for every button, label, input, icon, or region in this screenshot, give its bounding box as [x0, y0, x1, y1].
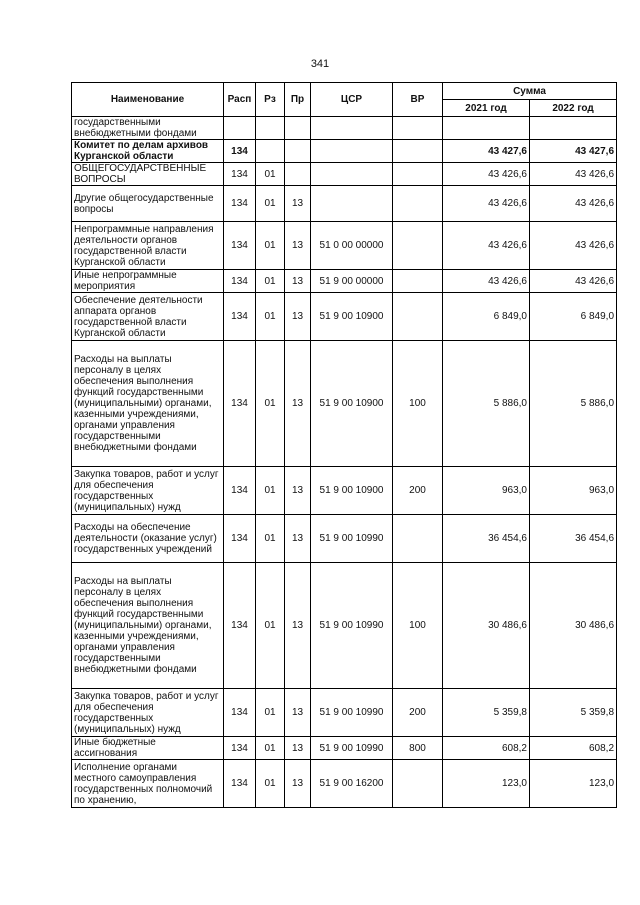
header-pr: Пр: [285, 83, 311, 117]
row-csr: [311, 186, 393, 222]
row-pr: 13: [285, 467, 311, 515]
row-rasp: 134: [224, 293, 256, 341]
row-sum-2021: 123,0: [443, 760, 530, 808]
row-name: Расходы на выплаты персоналу в целях обеспечения выполнения функций государственными (муниципальными) органами, казенными учреждениями, органами управления государственными внебюджетными фондами: [72, 341, 224, 467]
row-rz: 01: [256, 689, 285, 737]
row-sum-2021: 5 886,0: [443, 341, 530, 467]
row-name: Непрограммные направления деятельности органов государственной власти Курганской области: [72, 222, 224, 270]
row-csr: 51 9 00 10990: [311, 737, 393, 760]
row-vr: 100: [393, 341, 443, 467]
row-sum-2022: 43 426,6: [530, 186, 617, 222]
table-header: [72, 83, 617, 117]
row-sum-2021: 5 359,8: [443, 689, 530, 737]
row-sum-2022: 6 849,0: [530, 293, 617, 341]
row-vr: [393, 117, 443, 140]
table-row: [72, 186, 617, 222]
row-pr: [285, 140, 311, 163]
row-vr: 100: [393, 563, 443, 689]
row-rasp: 134: [224, 515, 256, 563]
row-rz: 01: [256, 186, 285, 222]
row-name: Закупка товаров, работ и услуг для обеспечения государственных (муниципальных) нужд: [72, 689, 224, 737]
row-csr: 51 9 00 10900: [311, 293, 393, 341]
row-rasp: 134: [224, 563, 256, 689]
row-sum-2022: 43 426,6: [530, 270, 617, 293]
page-number: 341: [310, 58, 330, 70]
row-pr: 13: [285, 293, 311, 341]
row-rasp: 134: [224, 737, 256, 760]
budget-table: [71, 82, 617, 808]
row-vr: 200: [393, 467, 443, 515]
row-name: Обеспечение деятельности аппарата органов государственной власти Курганской области: [72, 293, 224, 341]
row-csr: [311, 140, 393, 163]
row-csr: 51 9 00 00000: [311, 270, 393, 293]
row-rz: [256, 117, 285, 140]
row-sum-2022: 5 359,8: [530, 689, 617, 737]
row-pr: 13: [285, 760, 311, 808]
row-csr: 51 0 00 00000: [311, 222, 393, 270]
row-csr: [311, 163, 393, 186]
row-pr: 13: [285, 689, 311, 737]
row-sum-2021: 36 454,6: [443, 515, 530, 563]
row-csr: 51 9 00 16200: [311, 760, 393, 808]
row-rasp: 134: [224, 689, 256, 737]
header-sum: Сумма: [443, 83, 617, 100]
row-rasp: 134: [224, 341, 256, 467]
row-name: Другие общегосударственные вопросы: [72, 186, 224, 222]
row-sum-2021: 43 426,6: [443, 163, 530, 186]
row-vr: [393, 270, 443, 293]
row-pr: [285, 163, 311, 186]
row-rasp: 134: [224, 163, 256, 186]
row-pr: [285, 117, 311, 140]
row-rasp: [224, 117, 256, 140]
row-vr: 200: [393, 689, 443, 737]
table-row: [72, 515, 617, 563]
table-row: [72, 467, 617, 515]
row-sum-2022: [530, 117, 617, 140]
table-row: [72, 737, 617, 760]
table-row: [72, 270, 617, 293]
row-vr: [393, 140, 443, 163]
row-rz: 01: [256, 760, 285, 808]
row-name: Расходы на обеспечение деятельности (оказание услуг) государственных учреждений: [72, 515, 224, 563]
row-rasp: 134: [224, 760, 256, 808]
row-rz: 01: [256, 467, 285, 515]
row-pr: 13: [285, 186, 311, 222]
row-name: Исполнение органами местного самоуправления государственных полномочий по хранению,: [72, 760, 224, 808]
header-rasp: Расп: [224, 83, 256, 117]
row-rz: 01: [256, 515, 285, 563]
row-vr: [393, 163, 443, 186]
row-sum-2021: [443, 117, 530, 140]
table-row: [72, 760, 617, 808]
row-sum-2021: 963,0: [443, 467, 530, 515]
row-sum-2022: 30 486,6: [530, 563, 617, 689]
row-csr: 51 9 00 10900: [311, 467, 393, 515]
row-name: государственными внебюджетными фондами: [72, 117, 224, 140]
row-csr: [311, 117, 393, 140]
table-row: [72, 117, 617, 140]
row-pr: 13: [285, 341, 311, 467]
row-name: Расходы на выплаты персоналу в целях обеспечения выполнения функций государственными (муниципальными) органами, казенными учреждениями, органами управления государственными внебюджетными фондами: [72, 563, 224, 689]
row-rz: 01: [256, 293, 285, 341]
row-rz: 01: [256, 737, 285, 760]
header-rz: Рз: [256, 83, 285, 117]
row-csr: 51 9 00 10990: [311, 515, 393, 563]
header-vr: ВР: [393, 83, 443, 117]
row-sum-2022: 36 454,6: [530, 515, 617, 563]
row-csr: 51 9 00 10990: [311, 689, 393, 737]
table-row: [72, 140, 617, 163]
row-rz: [256, 140, 285, 163]
row-vr: [393, 293, 443, 341]
table-row: [72, 222, 617, 270]
row-pr: 13: [285, 270, 311, 293]
row-sum-2022: 963,0: [530, 467, 617, 515]
row-rz: 01: [256, 270, 285, 293]
row-name: Иные бюджетные ассигнования: [72, 737, 224, 760]
row-pr: 13: [285, 563, 311, 689]
row-vr: 800: [393, 737, 443, 760]
row-sum-2021: 608,2: [443, 737, 530, 760]
row-vr: [393, 222, 443, 270]
row-vr: [393, 515, 443, 563]
table-row: [72, 293, 617, 341]
table-row: [72, 563, 617, 689]
row-sum-2021: 30 486,6: [443, 563, 530, 689]
row-sum-2021: 6 849,0: [443, 293, 530, 341]
row-sum-2021: 43 427,6: [443, 140, 530, 163]
row-pr: 13: [285, 222, 311, 270]
table-row: [72, 689, 617, 737]
row-sum-2022: 123,0: [530, 760, 617, 808]
header-year-2022: 2022 год: [530, 100, 617, 117]
row-name: Закупка товаров, работ и услуг для обеспечения государственных (муниципальных) нужд: [72, 467, 224, 515]
row-rasp: 134: [224, 270, 256, 293]
row-sum-2022: 43 426,6: [530, 163, 617, 186]
row-pr: 13: [285, 515, 311, 563]
row-csr: 51 9 00 10990: [311, 563, 393, 689]
row-rasp: 134: [224, 186, 256, 222]
row-csr: 51 9 00 10900: [311, 341, 393, 467]
table-row: [72, 163, 617, 186]
row-rz: 01: [256, 222, 285, 270]
row-pr: 13: [285, 737, 311, 760]
row-rasp: 134: [224, 140, 256, 163]
row-name: Иные непрограммные мероприятия: [72, 270, 224, 293]
row-name: ОБЩЕГОСУДАРСТВЕННЫЕ ВОПРОСЫ: [72, 163, 224, 186]
row-rasp: 134: [224, 467, 256, 515]
row-vr: [393, 760, 443, 808]
row-rz: 01: [256, 563, 285, 689]
row-sum-2022: 43 426,6: [530, 222, 617, 270]
row-rasp: 134: [224, 222, 256, 270]
row-sum-2021: 43 426,6: [443, 270, 530, 293]
row-vr: [393, 186, 443, 222]
row-sum-2022: 608,2: [530, 737, 617, 760]
header-name: Наименование: [72, 83, 224, 117]
header-year-2021: 2021 год: [443, 100, 530, 117]
row-rz: 01: [256, 163, 285, 186]
row-sum-2021: 43 426,6: [443, 186, 530, 222]
table-row: [72, 341, 617, 467]
header-csr: ЦСР: [311, 83, 393, 117]
row-sum-2022: 43 427,6: [530, 140, 617, 163]
row-rz: 01: [256, 341, 285, 467]
row-sum-2021: 43 426,6: [443, 222, 530, 270]
table-body: [72, 117, 617, 808]
row-name: Комитет по делам архивов Курганской области: [72, 140, 224, 163]
row-sum-2022: 5 886,0: [530, 341, 617, 467]
